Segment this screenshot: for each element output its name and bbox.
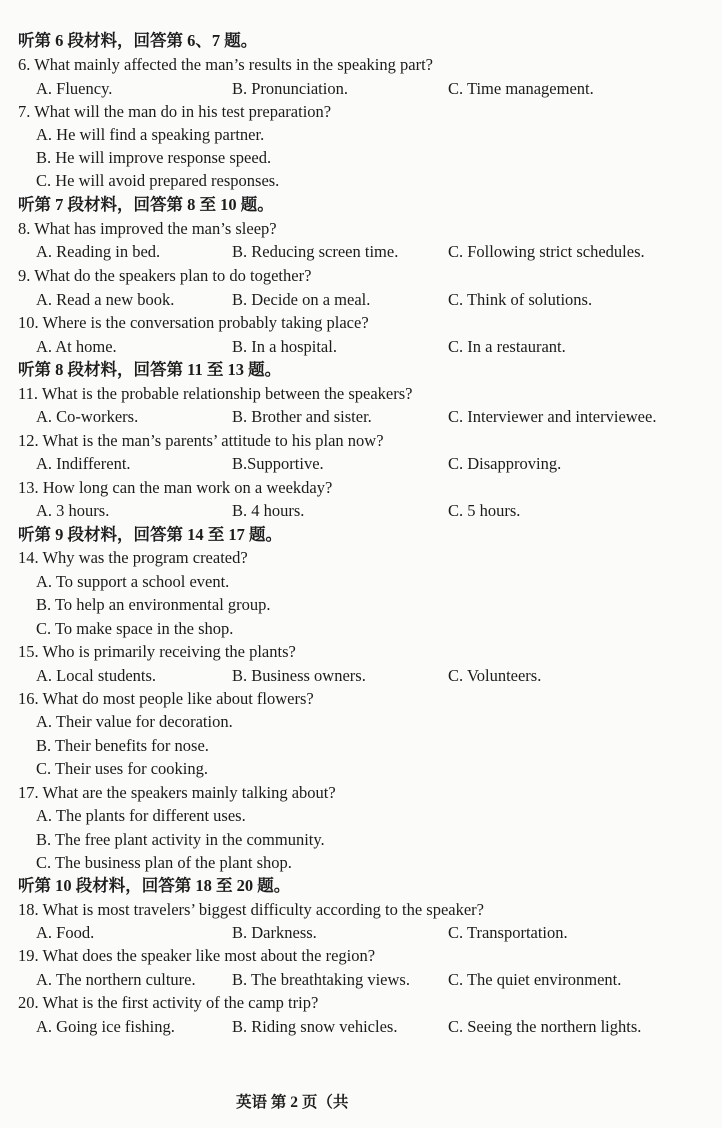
section-heading: 听第 6 段材料，回答第 6、7 题。: [18, 31, 258, 50]
answer-option: C. The quiet environment.: [448, 970, 622, 989]
answer-option: B. Decide on a meal.: [232, 290, 371, 309]
answer-option: B. Brother and sister.: [232, 407, 372, 426]
answer-option: A. Their value for decoration.: [36, 712, 233, 731]
question-text: 18. What is most travelers’ biggest difficulty according to the speaker?: [18, 900, 484, 919]
question-text: 10. Where is the conversation probably taking place?: [18, 313, 369, 332]
answer-option: C. He will avoid prepared responses.: [36, 171, 280, 190]
question-text: 17. What are the speakers mainly talking about?: [18, 783, 336, 802]
question-text: 14. Why was the program created?: [18, 548, 248, 567]
answer-option: B. Business owners.: [232, 666, 366, 685]
question-text: 16. What do most people like about flowers?: [18, 689, 314, 708]
answer-option: B. Darkness.: [232, 923, 317, 942]
answer-option: C. Their uses for cooking.: [36, 759, 209, 778]
question-text: 8. What has improved the man’s sleep?: [18, 219, 277, 238]
question-text: 9. What do the speakers plan to do together?: [18, 266, 312, 285]
answer-option: C. The business plan of the plant shop.: [36, 853, 292, 872]
section-heading: 听第 8 段材料，回答第 11 至 13 题。: [18, 360, 282, 379]
question-text: 11. What is the probable relationship between the speakers?: [18, 384, 413, 403]
answer-option: B. The breathtaking views.: [232, 970, 410, 989]
answer-option: A. Co-workers.: [36, 407, 139, 426]
answer-option: B. The free plant activity in the community.: [36, 830, 325, 849]
answer-option: B. To help an environmental group.: [36, 595, 271, 614]
question-text: 13. How long can the man work on a weekday?: [18, 478, 333, 497]
section-heading: 听第 10 段材料，回答第 18 至 20 题。: [18, 876, 291, 895]
answer-option: A. 3 hours.: [36, 501, 110, 520]
answer-option: C. Seeing the northern lights.: [448, 1017, 642, 1036]
answer-option: C. 5 hours.: [448, 501, 521, 520]
answer-option: A. To support a school event.: [36, 572, 230, 591]
answer-option: C. Following strict schedules.: [448, 242, 645, 261]
question-text: 6. What mainly affected the man’s results in the speaking part?: [18, 55, 433, 74]
answer-option: B. Riding snow vehicles.: [232, 1017, 398, 1036]
answer-option: A. Going ice fishing.: [36, 1017, 175, 1036]
answer-option: C. To make space in the shop.: [36, 619, 234, 638]
question-text: 19. What does the speaker like most about the region?: [18, 946, 376, 965]
section-heading: 听第 9 段材料，回答第 14 至 17 题。: [18, 525, 282, 544]
answer-option: A. The northern culture.: [36, 970, 196, 989]
answer-option: A. Indifferent.: [36, 454, 131, 473]
answer-option: A. Fluency.: [36, 79, 113, 98]
answer-option: B. Reducing screen time.: [232, 242, 399, 261]
answer-option: B. In a hospital.: [232, 337, 337, 356]
answer-option: C. Time management.: [448, 79, 594, 98]
question-text: 15. Who is primarily receiving the plants?: [18, 642, 296, 661]
answer-option: C. Think of solutions.: [448, 290, 593, 309]
answer-option: A. Food.: [36, 923, 95, 942]
answer-option: A. He will find a speaking partner.: [36, 125, 265, 144]
answer-option: B. Their benefits for nose.: [36, 736, 209, 755]
section-heading: 听第 7 段材料，回答第 8 至 10 题。: [18, 195, 274, 214]
answer-option: A. The plants for different uses.: [36, 806, 246, 825]
answer-option: C. Disapproving.: [448, 454, 562, 473]
answer-option: A. Local students.: [36, 666, 157, 685]
answer-option: B. He will improve response speed.: [36, 148, 272, 167]
answer-option: C. Transportation.: [448, 923, 568, 942]
answer-option: C. Interviewer and interviewee.: [448, 407, 657, 426]
question-text: 12. What is the man’s parents’ attitude to his plan now?: [18, 431, 384, 450]
page-footer: 英语 第 2 页（共: [236, 1094, 349, 1111]
answer-option: B. Pronunciation.: [232, 79, 348, 98]
question-text: 20. What is the first activity of the camp trip?: [18, 993, 319, 1012]
question-text: 7. What will the man do in his test preparation?: [18, 102, 332, 121]
answer-option: A. Reading in bed.: [36, 242, 161, 261]
answer-option: A. At home.: [36, 337, 117, 356]
answer-option: B.Supportive.: [232, 454, 324, 473]
answer-option: C. In a restaurant.: [448, 337, 566, 356]
answer-option: C. Volunteers.: [448, 666, 542, 685]
answer-option: A. Read a new book.: [36, 290, 175, 309]
answer-option: B. 4 hours.: [232, 501, 305, 520]
